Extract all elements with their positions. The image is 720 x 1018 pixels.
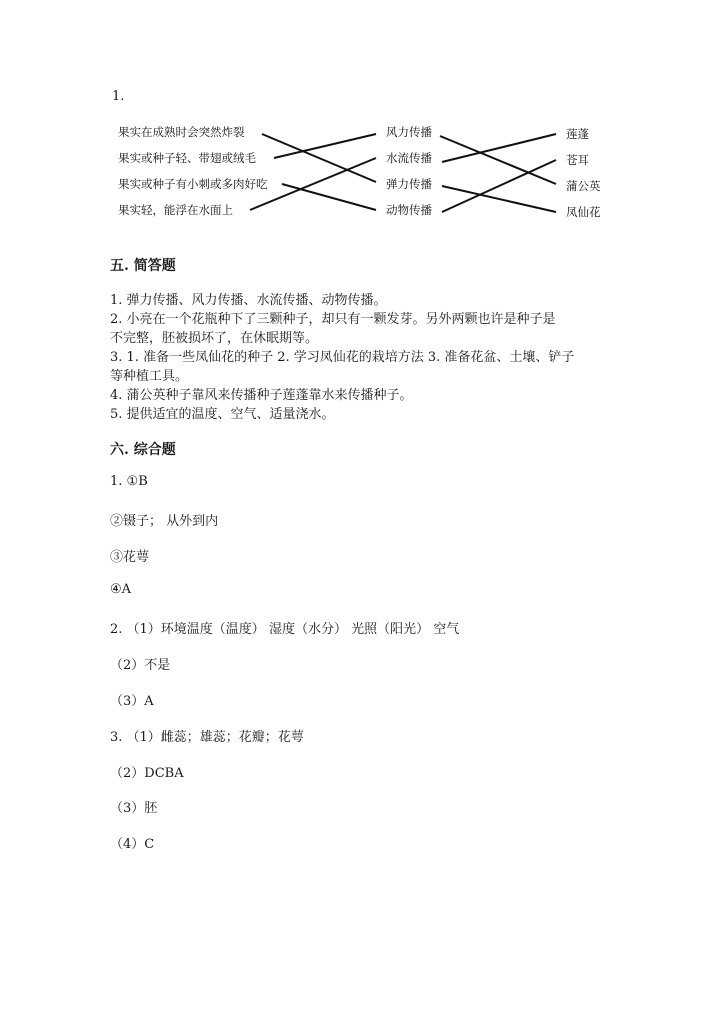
middle-item: 动物传播 [386,203,432,217]
answer-line: 1. ①B [110,474,148,489]
answer-line: ②镊子； 从外到内 [110,514,219,529]
answer-line: 不完整，胚被损坏了，在休眠期等。 [110,331,319,346]
answer-line: （3）胚 [110,801,158,816]
answer-line: 3. （1）雌蕊；雄蕊；花瓣；花萼 [110,730,304,745]
right-item: 蒲公英 [566,179,601,193]
section-five-title: 五. 简答题 [110,258,176,274]
connector-line [250,158,376,210]
left-item: 果实轻，能浮在水面上 [118,203,233,217]
answer-line: （3）A [110,694,154,709]
answer-line: 等种植工具。 [110,369,189,384]
answer-line: ④A [110,582,132,597]
middle-item: 风力传播 [386,125,432,139]
matching-diagram [0,0,720,240]
answer-line: 2. （1）环境温度（温度） 湿度（水分） 光照（阳光） 空气 [110,622,460,637]
answer-line: 2. 小亮在一个花瓶种下了三颗种子，却只有一颗发芽。另外两颗也许是种子是 [110,312,556,327]
connector-line [440,136,556,184]
question-number: 1. [112,89,125,104]
left-item: 果实或种子有小刺或多肉好吃 [118,177,268,191]
right-item: 莲蓬 [566,127,589,141]
connector-line [282,184,376,210]
connector-line [262,134,376,182]
answer-line: 4. 蒲公英种子靠风来传播种子莲蓬靠水来传播种子。 [110,388,413,403]
answer-line: （2）不是 [110,658,171,673]
answer-line: （4）C [110,837,155,852]
answer-line: 5. 提供适宜的温度、空气、适量浇水。 [110,407,335,422]
left-item: 果实在成熟时会突然炸裂 [118,125,245,139]
answer-line: （2）DCBA [110,766,184,781]
section-six-title: 六. 综合题 [110,442,176,458]
middle-item: 水流传播 [386,151,432,165]
answer-line: 1. 弹力传播、风力传播、水流传播、动物传播。 [110,293,387,308]
answer-line: ③花萼 [110,550,150,565]
connector-line [442,134,556,162]
connector-line [442,160,556,212]
right-item: 苍耳 [566,153,589,167]
connector-line [442,186,556,212]
right-item: 凤仙花 [566,205,601,219]
left-item: 果实或种子轻、带翅或绒毛 [118,151,256,165]
middle-item: 弹力传播 [386,177,432,191]
answer-line: 3. 1. 准备一些凤仙花的种子 2. 学习凤仙花的栽培方法 3. 准备花盆、土壤、铲子 [110,350,575,365]
